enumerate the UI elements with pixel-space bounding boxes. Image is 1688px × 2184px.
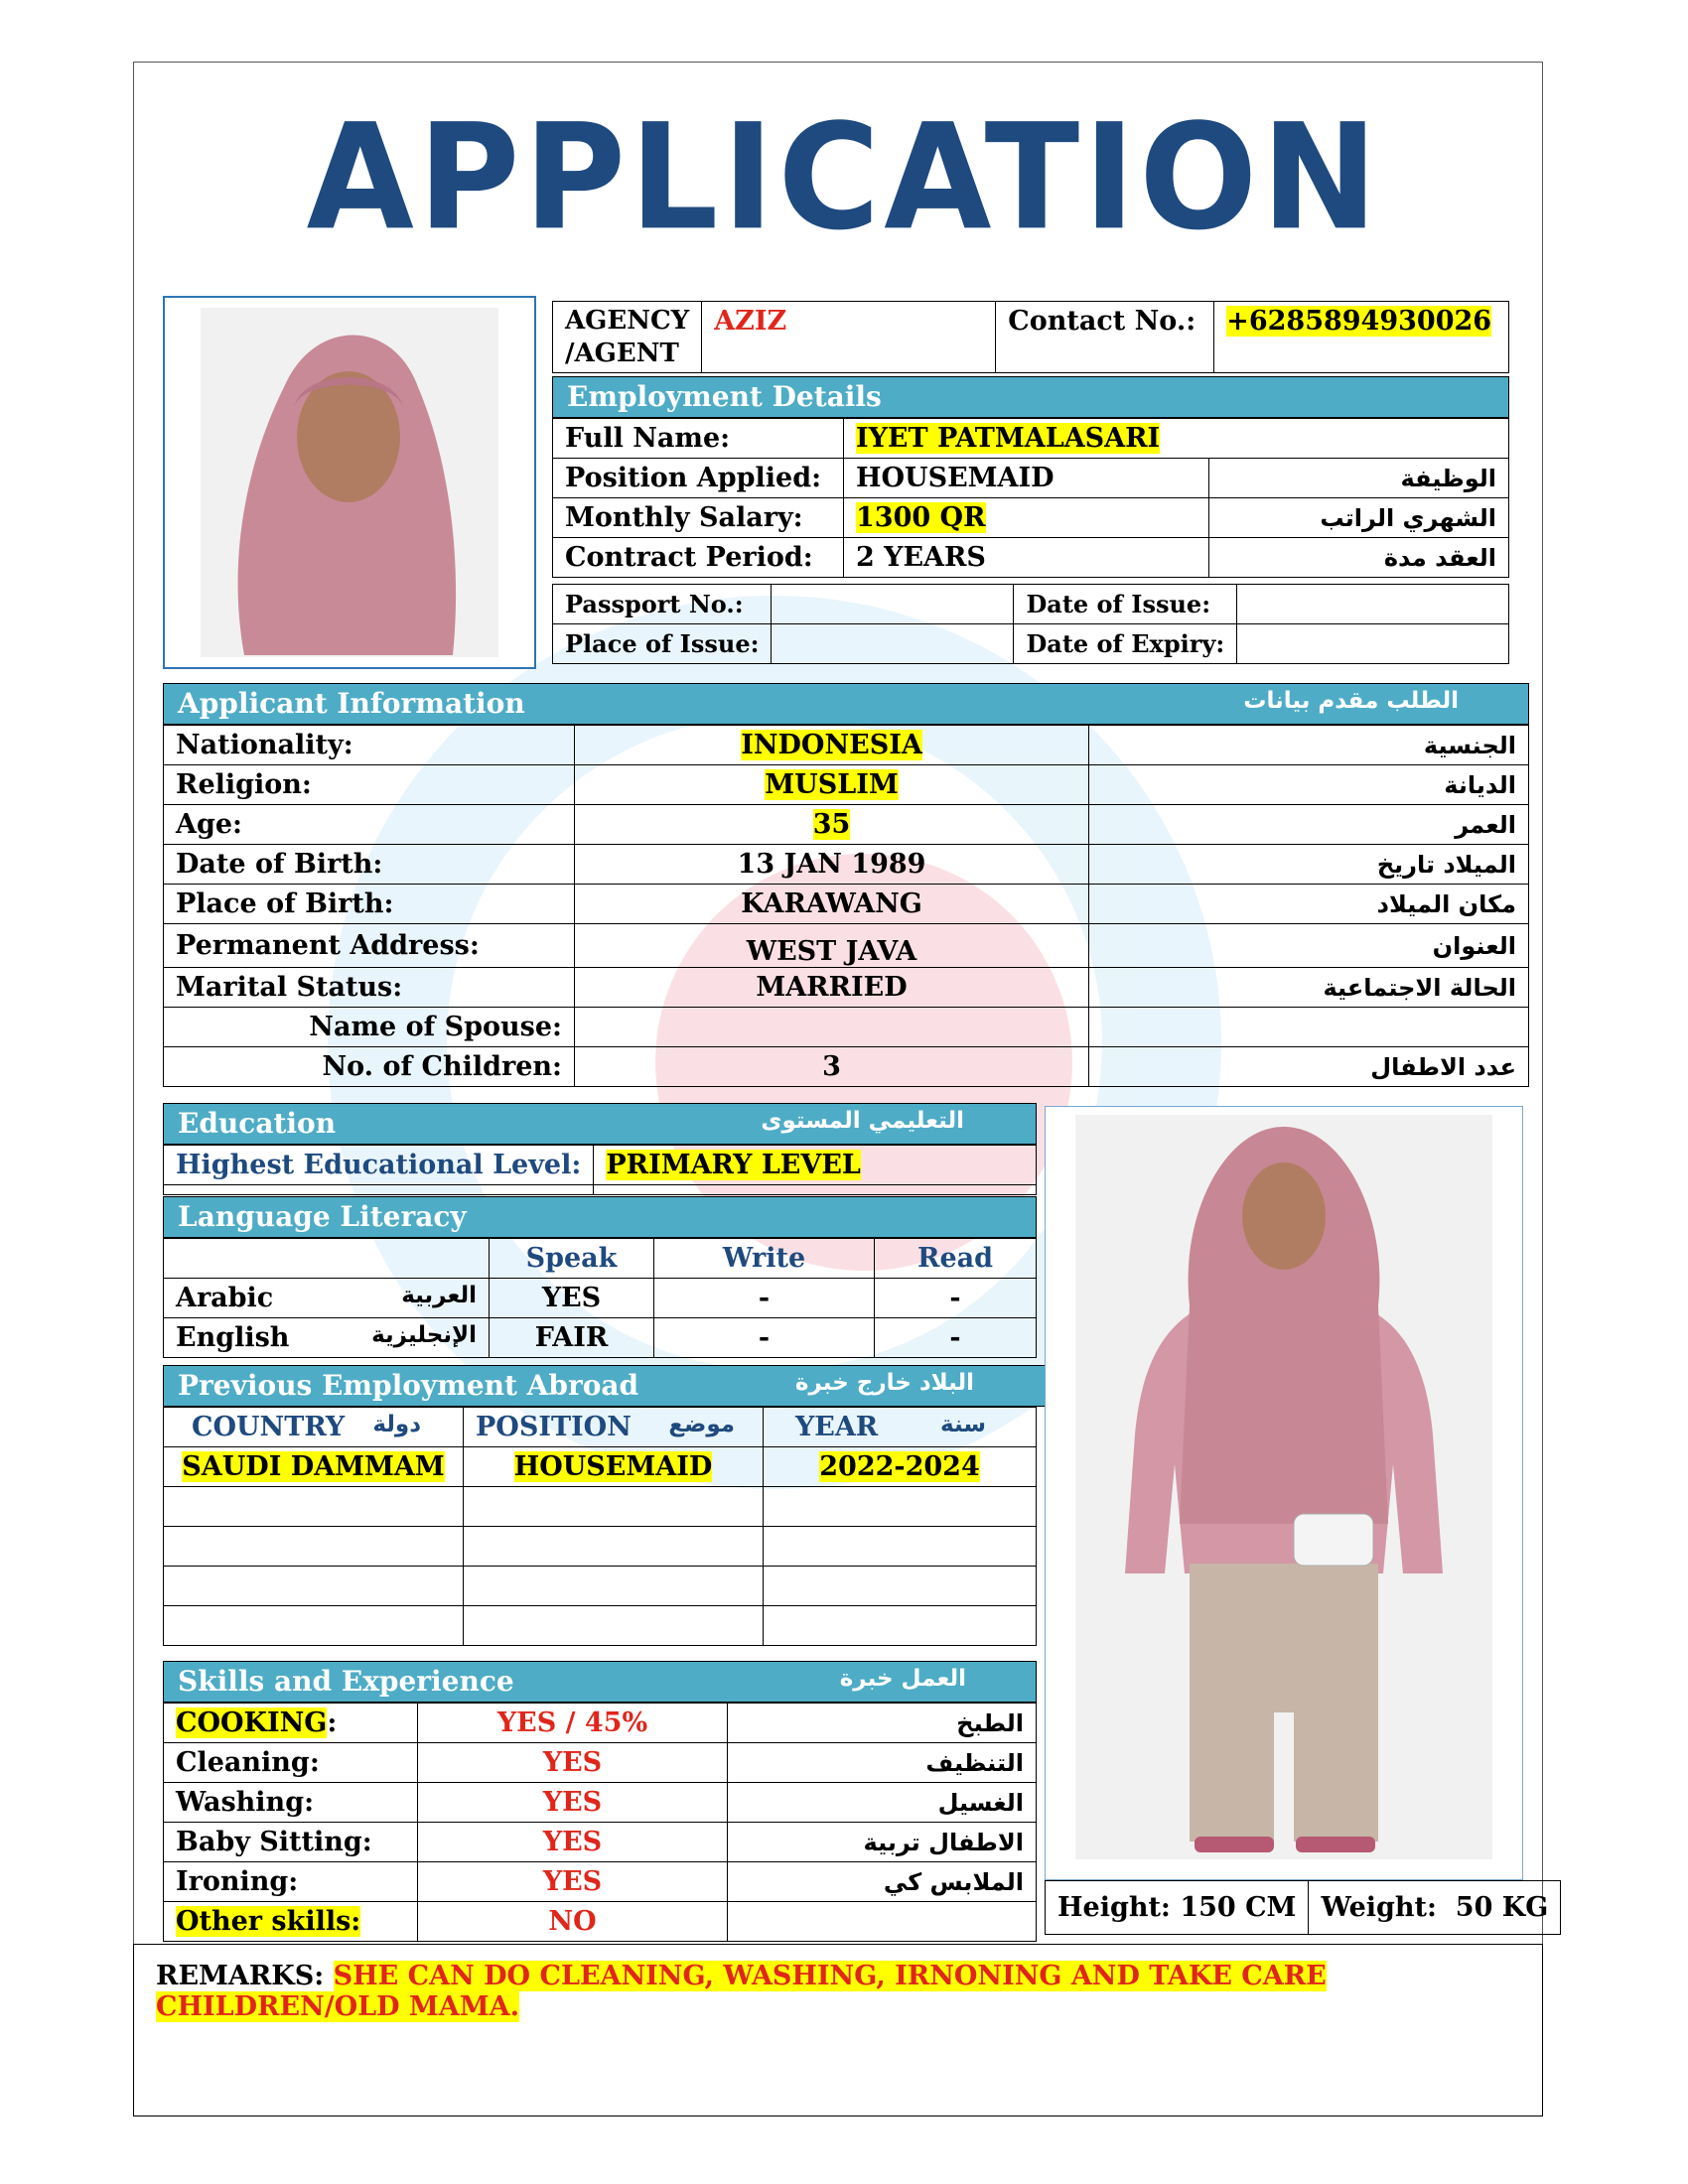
position-value: HOUSEMAID (844, 459, 1209, 498)
salary-label-ar: الشهري الراتب (1209, 498, 1509, 538)
contact-label: Contact No.: (996, 302, 1214, 373)
measurements-table (1045, 1880, 1561, 1935)
page-title: APPLICATION (306, 92, 1382, 264)
skills-header: Skills and Experience العمل خبرة (163, 1661, 1037, 1703)
full-body-photo (1045, 1106, 1523, 1880)
employment-table (552, 418, 1509, 578)
applicant-row: No. of Children: 3 عدد الاطفال (164, 1047, 1529, 1087)
applicant-row: Permanent Address: WEST JAVA العنوان (164, 924, 1529, 968)
position-label-ar: الوظيفة (1209, 459, 1509, 498)
remarks-text: SHE CAN DO CLEANING, WASHING, IRNONING AND TAKE CARE CHILDREN/OLD MAMA. (156, 1961, 1327, 2022)
issue-date-value (1237, 585, 1509, 624)
applicant-row: Religion: MUSLIM الديانة (164, 765, 1529, 805)
agency-value: AZIZ (702, 302, 996, 373)
applicant-header: Applicant Information الطلب مقدم بيانات (163, 683, 1529, 725)
passport-no-value (772, 585, 1014, 624)
skills-table (163, 1703, 1037, 1942)
col-speak: Speak (490, 1239, 654, 1279)
agency-label: AGENCY /AGENT (553, 302, 702, 373)
remarks-box (133, 1944, 1543, 2116)
applicant-row: Nationality: INDONESIA الجنسية (164, 726, 1529, 765)
skill-row: Ironing: YES الملابس كي (164, 1862, 1037, 1902)
expiry-date-label: Date of Expiry: (1014, 624, 1237, 664)
height: Height: 150 CM (1046, 1881, 1309, 1935)
issue-date-label: Date of Issue: (1014, 585, 1237, 624)
portrait-photo (163, 296, 536, 669)
education-level-value: PRIMARY LEVEL (594, 1146, 1037, 1185)
skill-row: COOKING: YES / 45% الطبخ (164, 1704, 1037, 1743)
language-row: Arabic العربية YES - - (164, 1279, 1037, 1318)
employment-header: Employment Details (552, 376, 1509, 418)
previous-employment-header: Previous Employment Abroad البلاد خارج خبرة (163, 1365, 1047, 1407)
weight: Weight: 50 KG (1309, 1881, 1561, 1935)
language-row: English الإنجليزية FAIR - - (164, 1318, 1037, 1358)
place-of-issue-value (772, 624, 1014, 664)
previous-employment-row: SAUDI DAMMAM HOUSEMAID 2022-2024 (164, 1447, 1037, 1487)
salary-label: Monthly Salary: (553, 498, 844, 538)
contract-label-ar: العقد مدة (1209, 538, 1509, 578)
skill-row: Baby Sitting: YES الاطفال تربية (164, 1823, 1037, 1862)
contract-value: 2 YEARS (844, 538, 1209, 578)
applicant-row: Date of Birth: 13 JAN 1989 الميلاد تاريخ (164, 845, 1529, 885)
skill-row: Other skills: NO (164, 1902, 1037, 1942)
previous-employment-table: COUNTRY دولة POSITION موضع YEAR سنة SAUDI DAMMAM HOUSEMAID 2022-2024 (163, 1407, 1037, 1646)
contract-label: Contract Period: (553, 538, 844, 578)
salary-value: 1300 QR (844, 498, 1209, 538)
expiry-date-value (1237, 624, 1509, 664)
applicant-row: Age: 35 العمر (164, 805, 1529, 845)
full-name-value: IYET PATMALASARI (844, 419, 1509, 459)
agency-table (552, 301, 1509, 373)
language-table (163, 1238, 1037, 1358)
remarks-label: REMARKS: (156, 1961, 325, 1991)
position-label: Position Applied: (553, 459, 844, 498)
applicant-table (163, 725, 1529, 1087)
skill-row: Washing: YES الغسيل (164, 1783, 1037, 1823)
passport-no-label: Passport No.: (553, 585, 772, 624)
full-name-label: Full Name: (553, 419, 844, 459)
education-table (163, 1145, 1037, 1195)
applicant-row: Place of Birth: KARAWANG مكان الميلاد (164, 885, 1529, 924)
contact-value: +6285894930026 (1214, 302, 1509, 373)
place-of-issue-label: Place of Issue: (553, 624, 772, 664)
skill-row: Cleaning: YES التنظيف (164, 1743, 1037, 1783)
education-header: Education التعليمي المستوى (163, 1103, 1037, 1145)
applicant-row: Marital Status: MARRIED الحالة الاجتماعية (164, 968, 1529, 1008)
education-level-label: Highest Educational Level: (164, 1146, 594, 1185)
col-write: Write (654, 1239, 875, 1279)
language-header: Language Literacy (163, 1196, 1037, 1238)
col-read: Read (875, 1239, 1037, 1279)
passport-table (552, 584, 1509, 664)
applicant-row: Name of Spouse: (164, 1008, 1529, 1047)
